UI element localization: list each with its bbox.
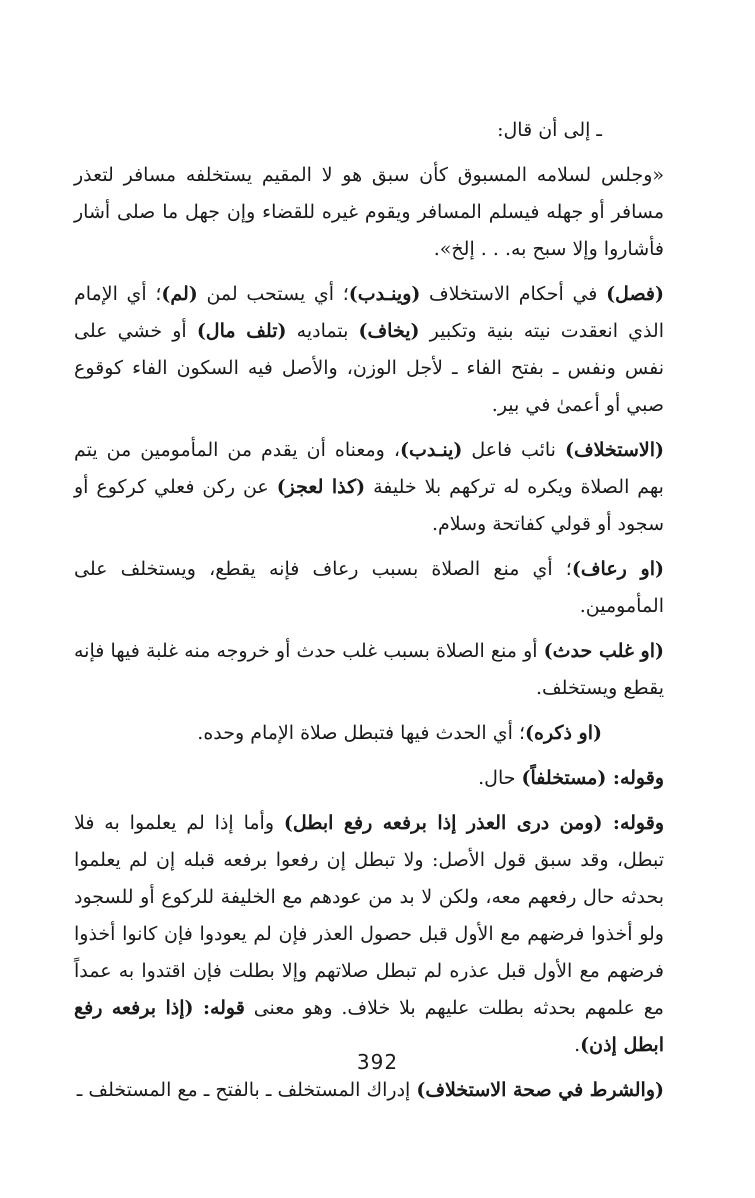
text-run: .	[574, 1034, 581, 1056]
bold-term: (والشرط في صحة الاستخلاف)	[416, 1079, 664, 1101]
bold-term: (تلف مال)	[196, 320, 287, 342]
text-run: في أحكام الاستخلاف	[420, 283, 607, 305]
bold-term: (لم)	[161, 283, 198, 305]
text-run: حال.	[478, 767, 522, 789]
paragraph	[74, 157, 694, 268]
paragraph	[74, 551, 694, 625]
bold-term: (الاستخلاف)	[564, 439, 664, 461]
text-run: ؛ أي الحدث فيها فتبطل صلاة الإمام وحده.	[197, 722, 525, 744]
bold-term: (ومن درى العذر إذا برفعه رفع ابطل)	[283, 812, 603, 834]
bold-term: (كذا لعجز)	[276, 476, 366, 498]
bold-term: قوله: (إذا برفعه رفع ابطل إذن)	[74, 997, 664, 1056]
text-run: عن ركن فعلي كركوع أو سجود أو قولي كفاتحة وسلام.	[74, 476, 664, 535]
text-run: بتماديه	[286, 320, 359, 342]
paragraph	[74, 112, 694, 149]
text-run: نائب فاعل	[462, 439, 565, 461]
bold-term: (او غلب حدث)	[543, 640, 664, 662]
bold-term: (فصل)	[606, 283, 664, 305]
text-run: «وجلس لسلامه المسبوق كأن سبق هو لا المقيم يستخلفه مسافر لتعذر مسافر أو جهله فيسلم المسافر ويقوم غيره للقضاء وإن جهل ما صلى أشار فأشاروا وإلا سبح به. . . إلخ».	[74, 164, 664, 260]
bold-term: (وينـدب)	[348, 283, 421, 305]
paragraph	[74, 760, 694, 797]
paragraph	[74, 715, 694, 752]
bold-term: (يخاف)	[358, 320, 420, 342]
paragraph	[74, 633, 694, 707]
text-run: إدراك المستخلف ـ بالفتح ـ مع المستخلف ـ	[76, 1079, 417, 1101]
text-run: ؛ أي منع الصلاة بسبب رعاف فإنه يقطع، ويستخلف على المأمومين.	[74, 558, 664, 617]
page-body-text	[74, 112, 694, 1117]
bold-term: (ينـدب)	[399, 439, 463, 461]
text-run: ـ إلى أن قال:	[497, 119, 602, 141]
paragraph	[74, 1072, 694, 1109]
bold-term: (مستخلفاً)	[521, 767, 607, 789]
text-run: ؛ أي يستحب لمن	[197, 283, 349, 305]
bold-term: (او رعاف)	[571, 558, 664, 580]
text-run: أو خشي على نفس ونفس ـ بفتح الفاء ـ لأجل الوزن، والأصل فيه السكون الفاء كوقوع صبي أو أعمىٰ في بير.	[74, 320, 664, 416]
bold-term: وقوله:	[606, 767, 664, 789]
bold-term: وقوله:	[602, 812, 664, 834]
paragraph	[74, 276, 694, 424]
paragraph	[74, 432, 694, 543]
text-run: أو منع الصلاة بسبب غلب حدث أو خروجه منه غلبة فيها فإنه يقطع ويستخلف.	[74, 640, 664, 699]
page-number: 392	[356, 1050, 399, 1074]
text-run: وأما إذا لم يعلموا به فلا تبطل، وقد سبق قول الأصل: ولا تبطل إن رفعوا برفعه قبله إن لم يعلموا بحدثه حال رفعهم معه، ولكن لا بد من عودهم مع الخليفة للركوع أو للسجود ولو أخذوا فرضهم مع الأول قبل حصول العذر فإن لم يعودوا فإن كانوا أخذوا فرضهم مع الأول قبل عذره لم تبطل صلاتهم وإلا بطلت فإن اقتدوا به عمداً مع علمهم بحدثه بطلت عليهم بلا خلاف. وهو معنى	[74, 812, 664, 1019]
text-run: ، ومعناه أن يقدم من المأمومين من يتم بهم الصلاة ويكره له تركهم بلا خليفة	[74, 439, 664, 498]
paragraph	[74, 805, 694, 1064]
text-run: ؛ أي الإمام الذي انعقدت نيته بنية وتكبير	[74, 283, 665, 342]
bold-term: (او ذكره)	[525, 722, 602, 744]
